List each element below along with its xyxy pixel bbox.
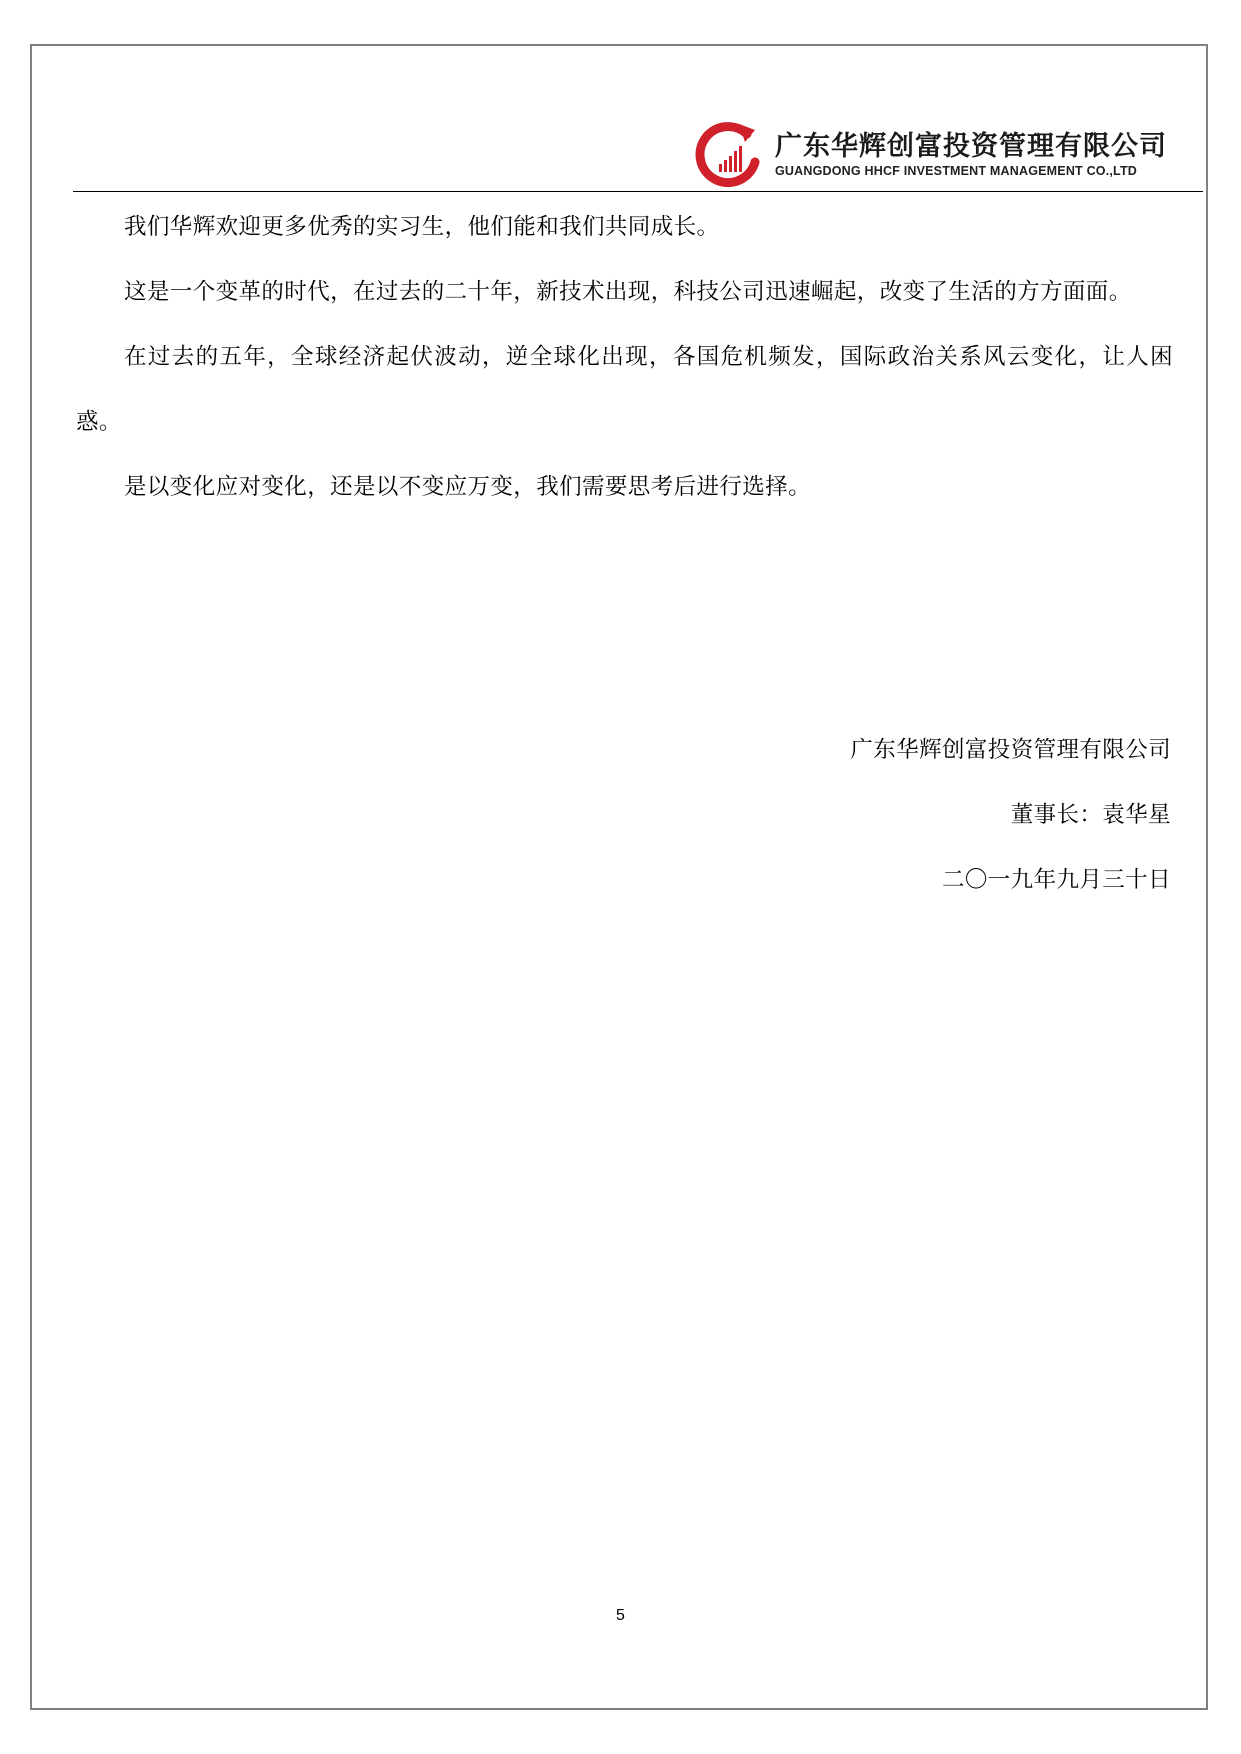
page-number: 5	[616, 1607, 625, 1624]
paragraph: 我们华辉欢迎更多优秀的实习生，他们能和我们共同成长。	[124, 214, 720, 240]
signature-date: 二〇一九年九月三十日	[941, 867, 1171, 893]
signature-block	[850, 718, 1171, 913]
signature-chairman: 董事长：袁华星	[1010, 802, 1171, 828]
company-logo	[695, 120, 1167, 190]
logo-company-name-en: GUANGDONG HHCF INVESTMENT MANAGEMENT CO.,LTD	[775, 164, 1138, 178]
header-divider	[73, 191, 1203, 192]
letterhead	[73, 110, 1203, 192]
company-logo-icon	[695, 120, 765, 190]
paragraph: 这是一个变革的时代，在过去的二十年，新技术出现，科技公司迅速崛起，改变了生活的方方面面。	[124, 279, 1132, 305]
signature-company: 广东华辉创富投资管理有限公司	[850, 737, 1171, 763]
letter-body	[76, 195, 1173, 520]
logo-company-name-cn: 广东华辉创富投资管理有限公司	[775, 131, 1167, 162]
paragraph: 在过去的五年，全球经济起伏波动，逆全球化出现，各国危机频发，国际政治关系风云变化，让人困惑。	[76, 344, 1173, 435]
paragraph: 是以变化应对变化，还是以不变应万变，我们需要思考后进行选择。	[124, 474, 812, 500]
